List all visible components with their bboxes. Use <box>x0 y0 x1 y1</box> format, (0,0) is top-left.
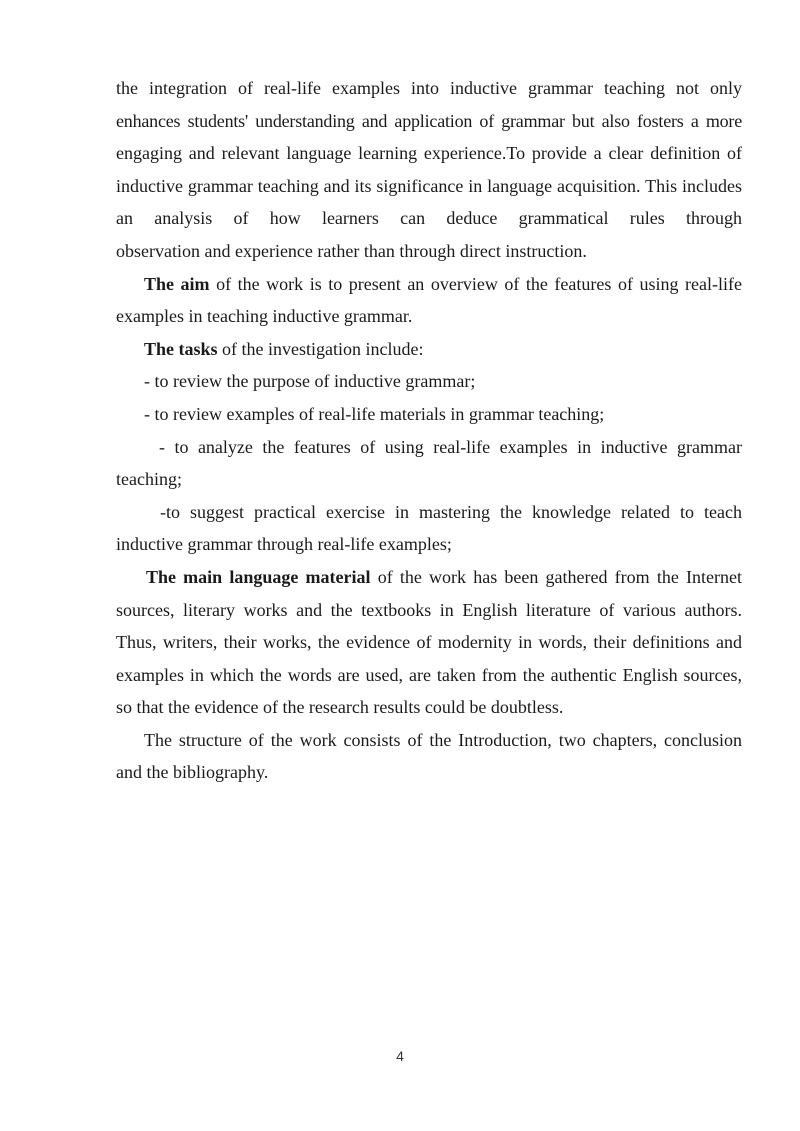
aim-paragraph <box>116 268 742 333</box>
aim-label: The aim <box>144 273 210 294</box>
intro-last-line: observation and experience rather than through direct instruction. <box>116 240 587 261</box>
material-text: of the work has been gathered from the Internet sources, literary works and the textbooks in English literature of various authors. Thus, writers, their works, the evidence of modernity in words, their definitions and examples in which the words are used, are taken from the authentic English sources, so that the evidence of the research results could be doubtless. <box>116 566 742 718</box>
task-item-2: - to review examples of real-life materials in grammar teaching; <box>144 403 605 424</box>
intro-line-1: the integration of real-life examples into inductive grammar teaching not only <box>116 78 742 98</box>
task-item-1: - to review the purpose of inductive grammar; <box>144 371 476 392</box>
tasks-text: of the investigation include: <box>217 338 424 359</box>
intro-paragraph: engaging and relevant language learning experience.To provide a clear definition of inductive grammar teaching and its significance in language acquisition. This includes an analysis of how learners can deduce grammatical rules through <box>116 143 742 229</box>
aim-text: of the work is to present an overview of the features of using real-life examples in teaching inductive grammar. <box>116 273 742 327</box>
document-body <box>116 72 742 789</box>
task-item-3: - to analyze the features of using real-life examples in inductive grammar teaching; <box>116 436 742 490</box>
structure-paragraph: The structure of the work consists of the Introduction, two chapters, conclusion and the bibliography. <box>116 729 742 783</box>
tasks-paragraph <box>116 333 742 366</box>
tasks-label: The tasks <box>144 338 218 359</box>
task-item-4: -to suggest practical exercise in mastering the knowledge related to teach inductive grammar through real-life examples; <box>116 501 742 555</box>
page-number: 4 <box>396 1048 404 1064</box>
material-label: The main language material <box>146 566 371 587</box>
intro-line-2: enhances students' understanding and application of grammar but also fosters a more <box>116 110 742 131</box>
material-paragraph <box>116 561 742 724</box>
